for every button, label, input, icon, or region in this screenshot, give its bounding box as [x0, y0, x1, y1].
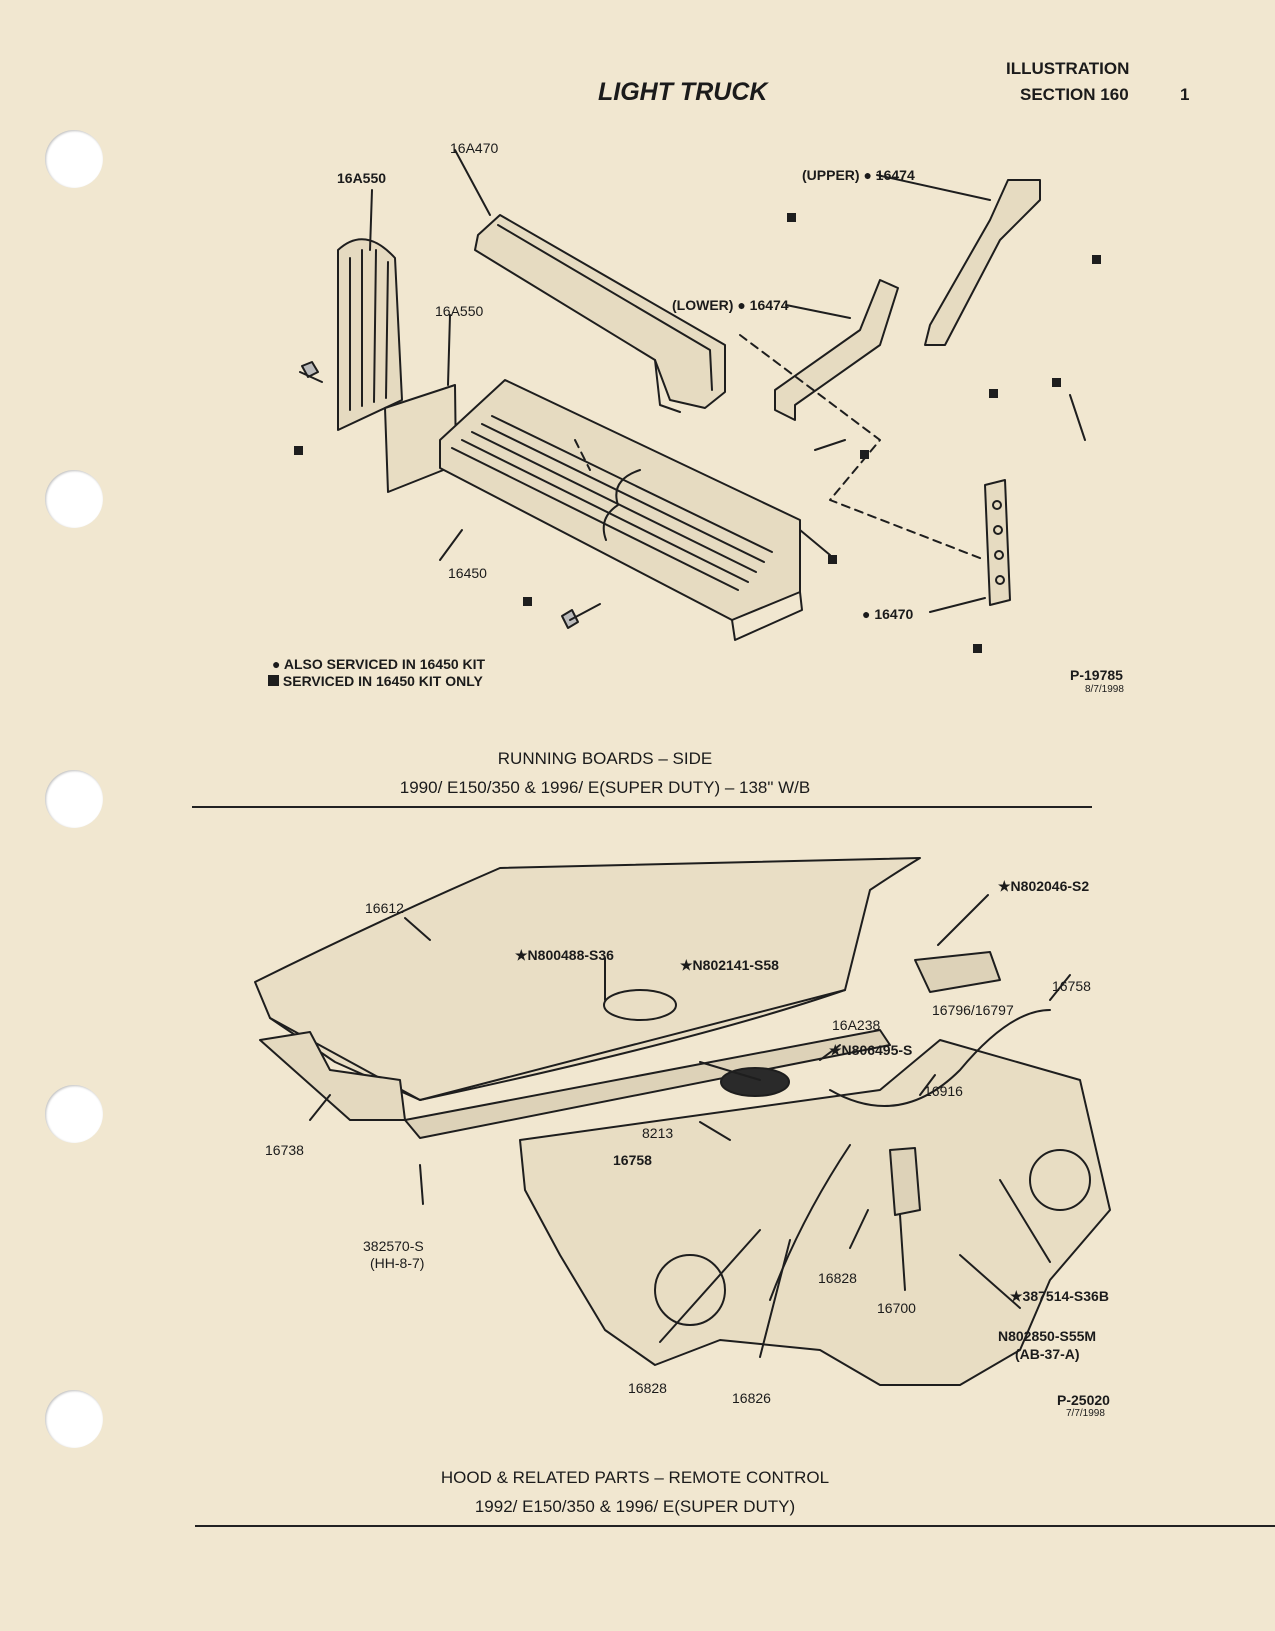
- label-8213: 8213: [642, 1125, 674, 1141]
- label-N806495: ★N806495-S: [829, 1042, 913, 1058]
- diagram-ref-date-2: 7/7/1998: [1066, 1408, 1105, 1419]
- label-N802850-ab: (AB-37-A): [1015, 1346, 1080, 1362]
- caption-running-boards-models: 1990/ E150/350 & 1996/ E(SUPER DUTY) – 138" W/B: [399, 778, 811, 797]
- upper-bracket: [925, 180, 1040, 345]
- label-16450: 16450: [448, 565, 487, 581]
- label-16A550-top: 16A550: [337, 170, 387, 186]
- label-382570-hh: (HH-8-7): [370, 1255, 425, 1271]
- label-N802046: ★N802046-S2: [998, 878, 1090, 894]
- label-16470: ● 16470: [862, 606, 914, 622]
- hood-panel-16612: [255, 858, 920, 1100]
- label-16612: 16612: [365, 900, 404, 916]
- label-16796: 16796/16797: [932, 1002, 1014, 1018]
- label-16828-bottom: 16828: [628, 1380, 667, 1396]
- label-upper-16474: (UPPER) ● 16474: [802, 167, 915, 183]
- diagram-ref-date-1: 8/7/1998: [1085, 684, 1124, 695]
- page-title: LIGHT TRUCK: [598, 78, 768, 106]
- label-16826: 16826: [732, 1390, 771, 1406]
- bracket-16470: [985, 480, 1010, 605]
- page-number: 1: [1180, 85, 1190, 104]
- latch-16700: [890, 1148, 920, 1215]
- label-lower-16474: (LOWER) ● 16474: [672, 297, 789, 313]
- label-387514: ★387514-S36B: [1010, 1288, 1109, 1304]
- illustration-label: ILLUSTRATION: [1006, 59, 1130, 78]
- hood-hinge: [915, 952, 1000, 992]
- label-16916: 16916: [924, 1083, 963, 1099]
- label-N800488: ★N800488-S36: [515, 947, 614, 963]
- caption-running-boards: RUNNING BOARDS – SIDE: [497, 749, 713, 768]
- label-16758-mid: 16758: [613, 1152, 652, 1168]
- screw: [300, 362, 322, 382]
- trough-16A470: [475, 215, 725, 412]
- label-16758-right: 16758: [1052, 978, 1091, 994]
- label-N802850: N802850-S55M: [998, 1328, 1097, 1344]
- divider: [195, 1525, 1275, 1527]
- legend-also-serviced: ● ALSO SERVICED IN 16450 KIT: [272, 656, 486, 672]
- end-cap-panel: [338, 239, 402, 430]
- label-16738: 16738: [265, 1142, 304, 1158]
- label-16A470: 16A470: [450, 140, 499, 156]
- bolt: [562, 604, 600, 628]
- lower-bracket: [775, 280, 898, 420]
- label-16828-right: 16828: [818, 1270, 857, 1286]
- diagram-ref-1: P-19785: [1070, 667, 1123, 683]
- legend-serviced-only: SERVICED IN 16450 KIT ONLY: [268, 673, 483, 689]
- section-label: SECTION 160: [1020, 85, 1129, 104]
- label-16A238: 16A238: [832, 1017, 881, 1033]
- caption-hood: HOOD & RELATED PARTS – REMOTE CONTROL: [440, 1468, 830, 1487]
- square-marker-icon: [268, 675, 279, 686]
- step-board-16450: [440, 380, 802, 640]
- caption-hood-models: 1992/ E150/350 & 1996/ E(SUPER DUTY): [474, 1497, 796, 1516]
- label-382570: 382570-S: [363, 1238, 424, 1254]
- diagram-ref-2: P-25020: [1057, 1392, 1110, 1408]
- label-N802141: ★N802141-S58: [680, 957, 779, 973]
- divider: [192, 806, 1092, 808]
- label-16A550-mid: 16A550: [435, 303, 484, 319]
- label-16700: 16700: [877, 1300, 916, 1316]
